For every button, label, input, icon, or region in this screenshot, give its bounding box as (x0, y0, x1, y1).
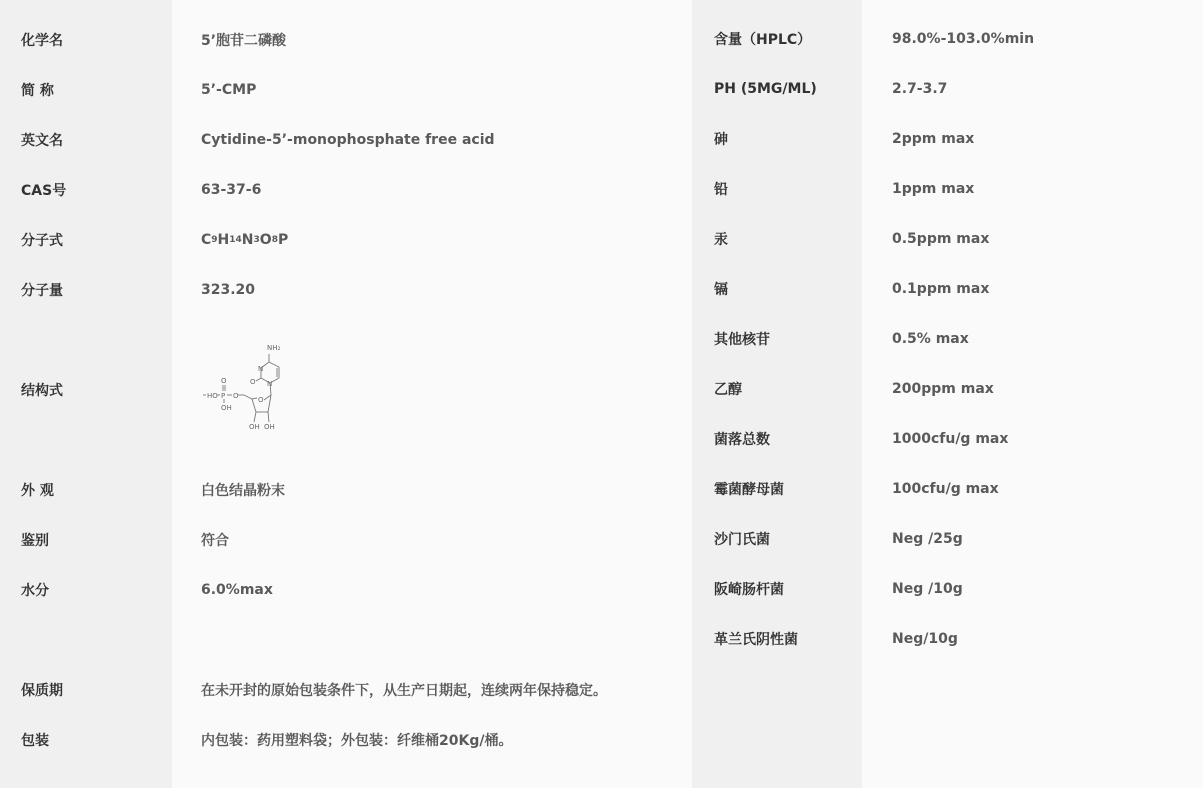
value-total-plate-count: 1000cfu/g max (892, 431, 1009, 447)
structure-p: P (221, 392, 226, 400)
label-assay: 含量（HPLC） (714, 32, 812, 48)
value-other-nucleosides: 0.5% max (892, 331, 969, 347)
value-moisture: 6.0%max (201, 582, 273, 598)
label-yeast-mold: 霉菌酵母菌 (714, 482, 784, 498)
structure-o-ring: O (258, 396, 264, 404)
formula-element-o: O (259, 232, 272, 248)
formula-element-c: C (201, 232, 212, 248)
left-value-column (172, 0, 692, 788)
value-formula: C 9 H 14 N 3 O 8 P (201, 232, 289, 248)
label-formula: 分子式 (21, 233, 63, 249)
value-abbreviation: 5’-CMP (201, 82, 257, 98)
structure-ho-phosphate: HO (207, 392, 218, 400)
structure-diagram (201, 340, 301, 440)
label-appearance: 外 观 (21, 483, 54, 499)
label-total-plate-count: 菌落总数 (714, 432, 770, 448)
label-lead: 铅 (714, 182, 728, 198)
label-shelf-life: 保质期 (21, 683, 63, 699)
value-yeast-mold: 100cfu/g max (892, 481, 999, 497)
label-cronobacter: 阪崎肠杆菌 (714, 582, 784, 598)
label-moisture: 水分 (21, 583, 49, 599)
value-identification: 符合 (201, 533, 229, 549)
right-label-column (692, 0, 862, 788)
value-molecular-weight: 323.20 (201, 282, 256, 298)
value-arsenic: 2ppm max (892, 131, 975, 147)
label-ph: PH (5MG/ML) (714, 81, 817, 97)
label-salmonella: 沙门氏菌 (714, 532, 770, 548)
structure-o-carbonyl: O (250, 378, 256, 386)
value-appearance: 白色结晶粉末 (201, 483, 285, 499)
left-label-column (0, 0, 172, 788)
structure-oh-phosphate: OH (221, 404, 232, 412)
value-mercury: 0.5ppm max (892, 231, 990, 247)
value-english-name: Cytidine-5’-monophosphate free acid (201, 132, 495, 148)
structure-n-top: N (258, 365, 264, 373)
label-arsenic: 砷 (714, 132, 728, 148)
value-structure (172, 315, 692, 465)
structure-o-ester: O (233, 392, 239, 400)
label-cadmium: 镉 (714, 282, 728, 298)
value-assay: 98.0%-103.0%min (892, 31, 1035, 47)
formula-element-h: H (217, 232, 230, 248)
value-cronobacter: Neg /10g (892, 581, 963, 597)
formula-element-n: N (241, 232, 254, 248)
label-package: 包装 (21, 733, 49, 749)
label-mercury: 汞 (714, 232, 728, 248)
label-gram-negative: 革兰氏阴性菌 (714, 632, 798, 648)
label-cas: CAS号 (21, 183, 67, 199)
label-english-name: 英文名 (21, 133, 63, 149)
value-lead: 1ppm max (892, 181, 975, 197)
value-ph: 2.7-3.7 (892, 81, 948, 97)
value-cas: 63-37-6 (201, 182, 262, 198)
label-ethanol: 乙醇 (714, 382, 742, 398)
structure-n-bottom: N (267, 380, 273, 388)
right-value-column (862, 0, 1203, 788)
structure-oh-3: OH (264, 423, 275, 431)
value-shelf-life: 在未开封的原始包装条件下，从生产日期起，连续两年保持稳定。 (201, 683, 607, 699)
value-salmonella: Neg /25g (892, 531, 963, 547)
label-other-nucleosides: 其他核苷 (714, 332, 770, 348)
value-cadmium: 0.1ppm max (892, 281, 990, 297)
label-abbreviation: 简 称 (21, 83, 54, 99)
value-gram-negative: Neg/10g (892, 631, 958, 647)
label-molecular-weight: 分子量 (21, 283, 63, 299)
label-chemical-name: 化学名 (21, 33, 63, 49)
structure-oh-2: OH (249, 423, 260, 431)
value-chemical-name: 5’胞苷二磷酸 (201, 33, 287, 49)
label-identification: 鉴别 (21, 533, 49, 549)
structure-o-double: O (221, 377, 227, 385)
value-package: 内包装：药用塑料袋；外包装：纤维桶20Kg/桶。 (201, 733, 513, 749)
structure-nh2: NH₂ (267, 344, 281, 352)
value-ethanol: 200ppm max (892, 381, 994, 397)
formula-element-p: P (277, 232, 289, 248)
label-structure: 结构式 (21, 383, 63, 399)
